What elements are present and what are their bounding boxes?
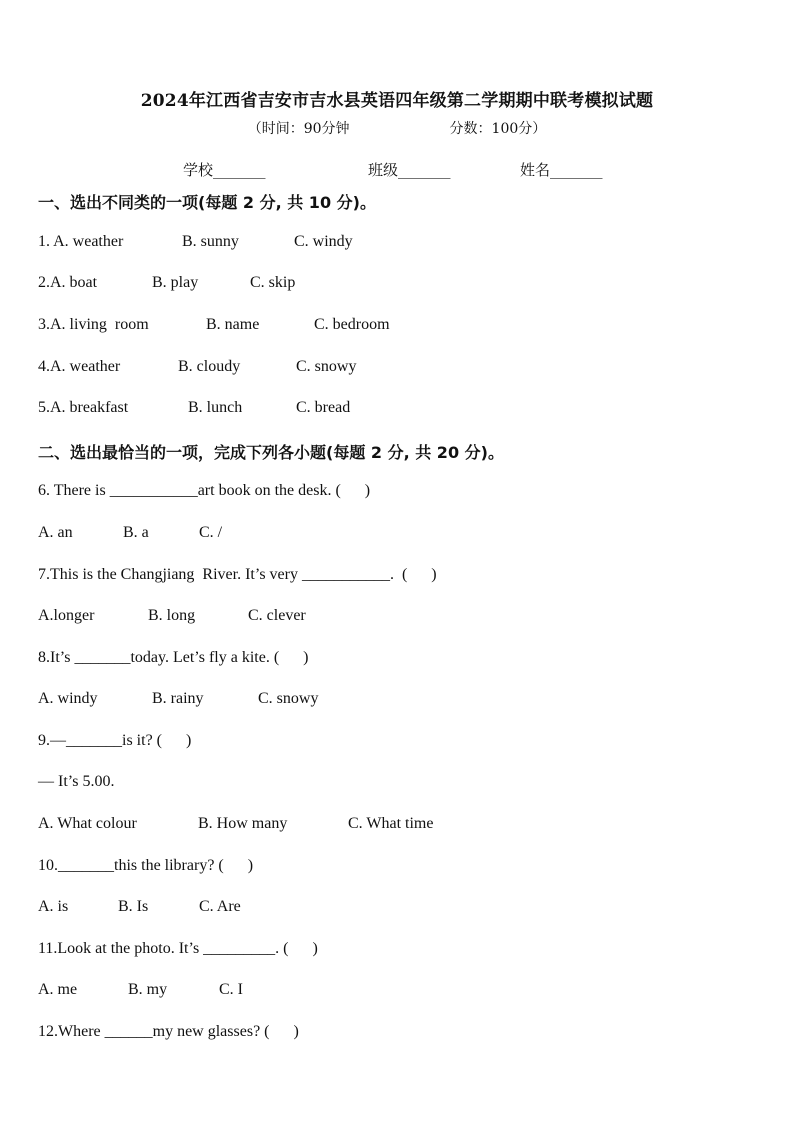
question-8: 8.It’s _______today. Let’s fly a kite. ( )	[38, 649, 309, 666]
question-5	[38, 399, 350, 417]
q1-option-a: 1. A. weather	[38, 233, 124, 250]
question-4	[38, 358, 356, 376]
exam-subtitle	[0, 118, 794, 138]
section2-heading: 二、选出最恰当的一项，完成下列各小题(每题 2 分, 共 20 分)。	[38, 443, 504, 462]
q1-option-c: C. windy	[294, 233, 353, 250]
total-score: 分数：100分）	[449, 121, 547, 137]
q6-option-a: A. an	[38, 524, 73, 541]
time-limit: （时间：90分钟	[247, 121, 350, 137]
q9-option-c: C. What time	[348, 815, 434, 832]
question-10-options	[38, 898, 241, 916]
question-3	[38, 316, 390, 334]
q11-option-b: B. my	[128, 981, 168, 998]
q11-option-a: A. me	[38, 981, 78, 998]
q3-option-b: B. name	[206, 316, 260, 333]
question-10: 10._______this the library? ( )	[38, 857, 254, 874]
q9-option-a: A. What colour	[38, 815, 137, 832]
q4-option-a: 4.A. weather	[38, 358, 121, 375]
question-6-options	[38, 524, 222, 542]
exam-title: 2024年江西省吉安市吉水县英语四年级第二学期期中联考模拟试题	[140, 91, 654, 111]
q7-option-c: C. clever	[248, 607, 306, 624]
question-7: 7.This is the Changjiang River. It’s very ___________. ( )	[38, 566, 437, 583]
name-field[interactable]: 姓名_______	[520, 161, 603, 179]
q8-option-b: B. rainy	[152, 690, 204, 707]
question-6: 6. There is ___________art book on the desk. ( )	[38, 482, 371, 499]
question-11-options	[38, 981, 243, 999]
question-9-answer: — It’s 5.00.	[38, 773, 115, 790]
q8-option-a: A. windy	[38, 690, 98, 707]
question-7-options	[38, 607, 306, 625]
q5-option-c: C. bread	[296, 399, 351, 416]
class-field[interactable]: 班级_______	[368, 161, 451, 179]
q5-option-b: B. lunch	[188, 399, 243, 416]
q6-option-c: C. /	[199, 524, 223, 541]
q1-option-b: B. sunny	[182, 233, 239, 250]
q10-option-b: B. Is	[118, 898, 149, 915]
school-field[interactable]: 学校_______	[183, 161, 266, 179]
q10-option-c: C. Are	[199, 898, 241, 915]
q8-option-c: C. snowy	[258, 690, 319, 707]
question-9-options	[38, 815, 433, 833]
q7-option-a: A.longer	[38, 607, 95, 624]
q3-option-a: 3.A. living room	[38, 316, 149, 333]
q3-option-c: C. bedroom	[314, 316, 390, 333]
q9-option-b: B. How many	[198, 815, 288, 832]
q7-option-b: B. long	[148, 607, 196, 624]
q11-option-c: C. I	[219, 981, 243, 998]
section1-heading: 一、选出不同类的一项(每题 2 分, 共 10 分)。	[38, 193, 376, 212]
question-1	[38, 233, 353, 251]
q4-option-b: B. cloudy	[178, 358, 241, 375]
q2-option-b: B. play	[152, 274, 199, 291]
question-9: 9.—_______is it? ( )	[38, 732, 192, 749]
question-8-options	[38, 690, 318, 708]
q4-option-c: C. snowy	[296, 358, 357, 375]
q10-option-a: A. is	[38, 898, 69, 915]
question-12: 12.Where ______my new glasses? ( )	[38, 1023, 299, 1040]
q2-option-a: 2.A. boat	[38, 274, 98, 291]
question-2	[38, 274, 295, 292]
q6-option-b: B. a	[123, 524, 149, 541]
q5-option-a: 5.A. breakfast	[38, 399, 129, 416]
q2-option-c: C. skip	[250, 274, 296, 291]
question-11: 11.Look at the photo. It’s _________. ( )	[38, 940, 318, 957]
